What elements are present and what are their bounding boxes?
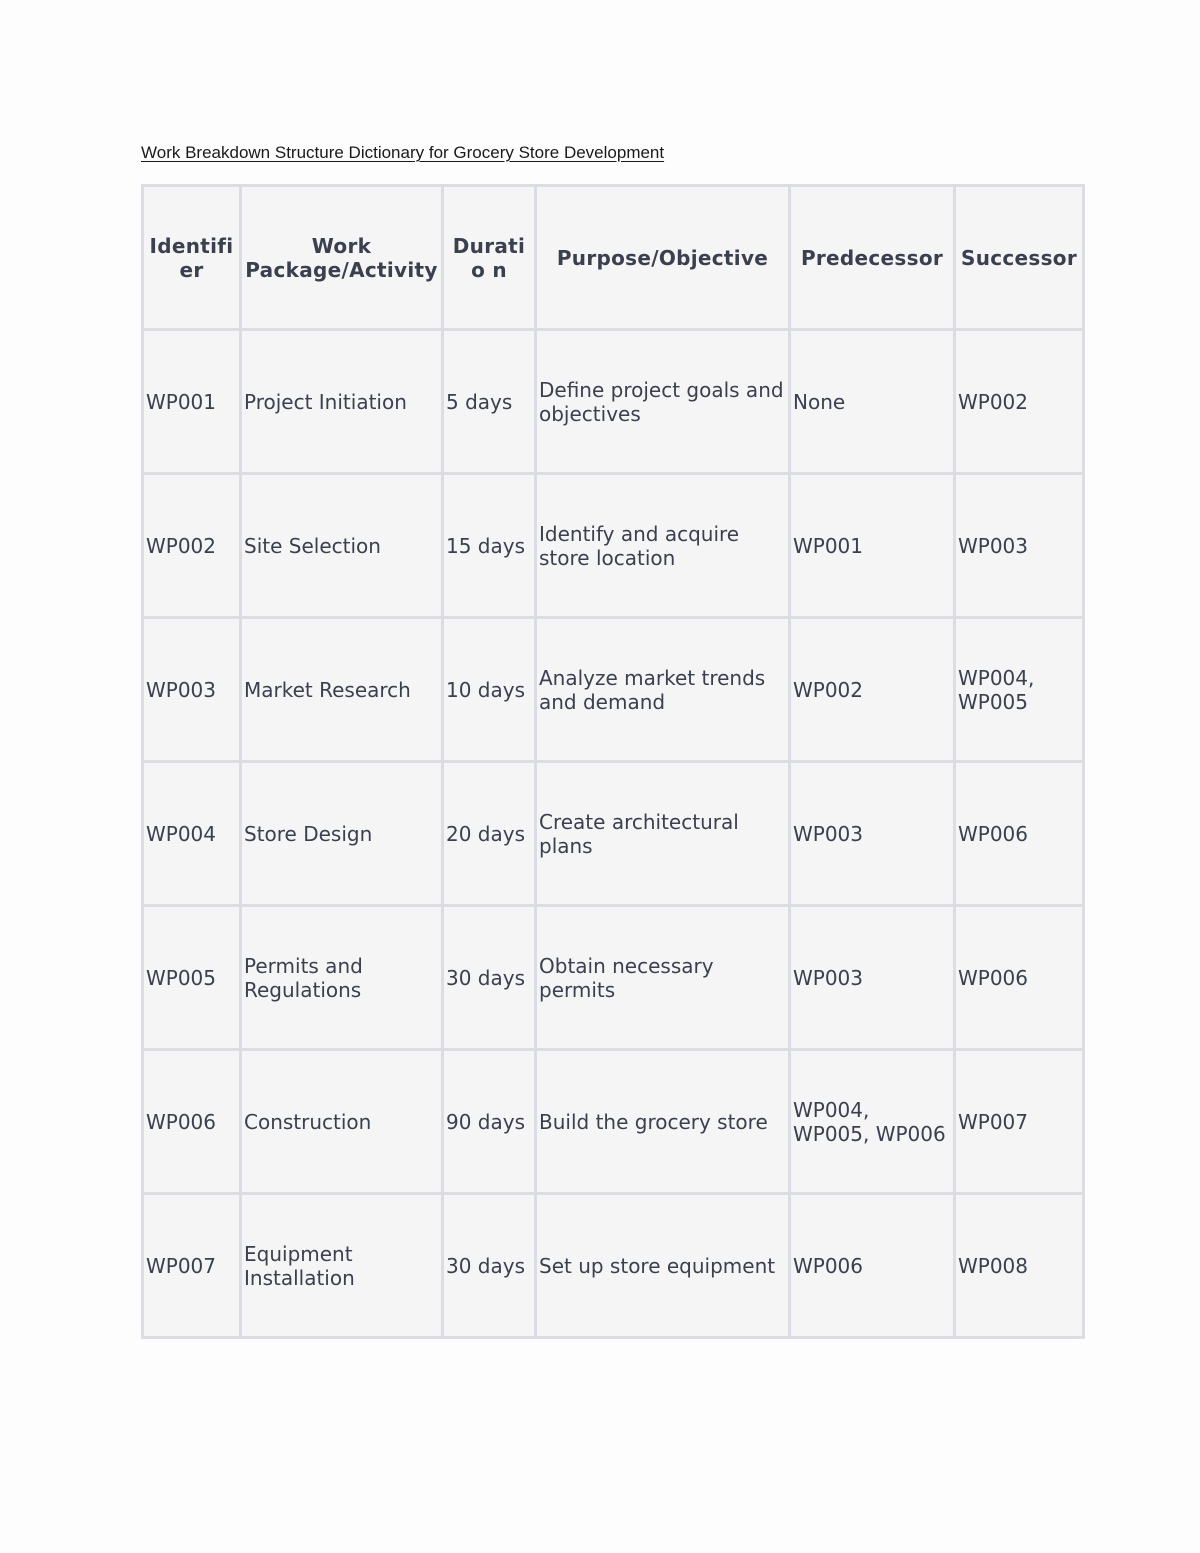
header-duration: Duratio n [443,186,536,330]
cell-successor: WP008 [955,1194,1084,1338]
table-row [143,1194,1084,1338]
cell-identifier: WP006 [143,1050,241,1194]
cell-duration: 30 days [443,906,536,1050]
cell-successor: WP002 [955,330,1084,474]
cell-duration: 20 days [443,762,536,906]
cell-duration: 15 days [443,474,536,618]
cell-work-package: Equipment Installation [241,1194,443,1338]
cell-duration: 30 days [443,1194,536,1338]
cell-predecessor: None [790,330,955,474]
cell-duration: 90 days [443,1050,536,1194]
cell-successor: WP007 [955,1050,1084,1194]
cell-predecessor: WP002 [790,618,955,762]
cell-predecessor: WP004, WP005, WP006 [790,1050,955,1194]
header-successor: Successor [955,186,1084,330]
cell-identifier: WP004 [143,762,241,906]
cell-work-package: Site Selection [241,474,443,618]
cell-successor: WP006 [955,906,1084,1050]
header-identifier: Identifi er [143,186,241,330]
cell-successor: WP004, WP005 [955,618,1084,762]
cell-successor: WP006 [955,762,1084,906]
cell-work-package: Market Research [241,618,443,762]
header-purpose: Purpose/Objective [536,186,790,330]
cell-work-package: Permits and Regulations [241,906,443,1050]
cell-identifier: WP007 [143,1194,241,1338]
table-row [143,330,1084,474]
cell-predecessor: WP001 [790,474,955,618]
cell-work-package: Project Initiation [241,330,443,474]
cell-purpose: Identify and acquire store location [536,474,790,618]
cell-work-package: Store Design [241,762,443,906]
wbs-dictionary-table [141,184,1085,1339]
cell-predecessor: WP003 [790,762,955,906]
cell-identifier: WP003 [143,618,241,762]
cell-duration: 10 days [443,618,536,762]
cell-identifier: WP002 [143,474,241,618]
cell-predecessor: WP003 [790,906,955,1050]
header-work-package: Work Package/Activity [241,186,443,330]
table-row [143,474,1084,618]
cell-purpose: Obtain necessary permits [536,906,790,1050]
cell-purpose: Set up store equipment [536,1194,790,1338]
table-row [143,1050,1084,1194]
header-row [143,186,1084,330]
cell-duration: 5 days [443,330,536,474]
table-row [143,906,1084,1050]
cell-work-package: Construction [241,1050,443,1194]
cell-purpose: Define project goals and objectives [536,330,790,474]
cell-purpose: Analyze market trends and demand [536,618,790,762]
cell-purpose: Create architectural plans [536,762,790,906]
header-predecessor: Predecessor [790,186,955,330]
cell-successor: WP003 [955,474,1084,618]
table-row [143,762,1084,906]
table-row [143,618,1084,762]
cell-identifier: WP005 [143,906,241,1050]
cell-identifier: WP001 [143,330,241,474]
cell-predecessor: WP006 [790,1194,955,1338]
cell-purpose: Build the grocery store [536,1050,790,1194]
document-title: Work Breakdown Structure Dictionary for Grocery Store Development [141,143,665,162]
